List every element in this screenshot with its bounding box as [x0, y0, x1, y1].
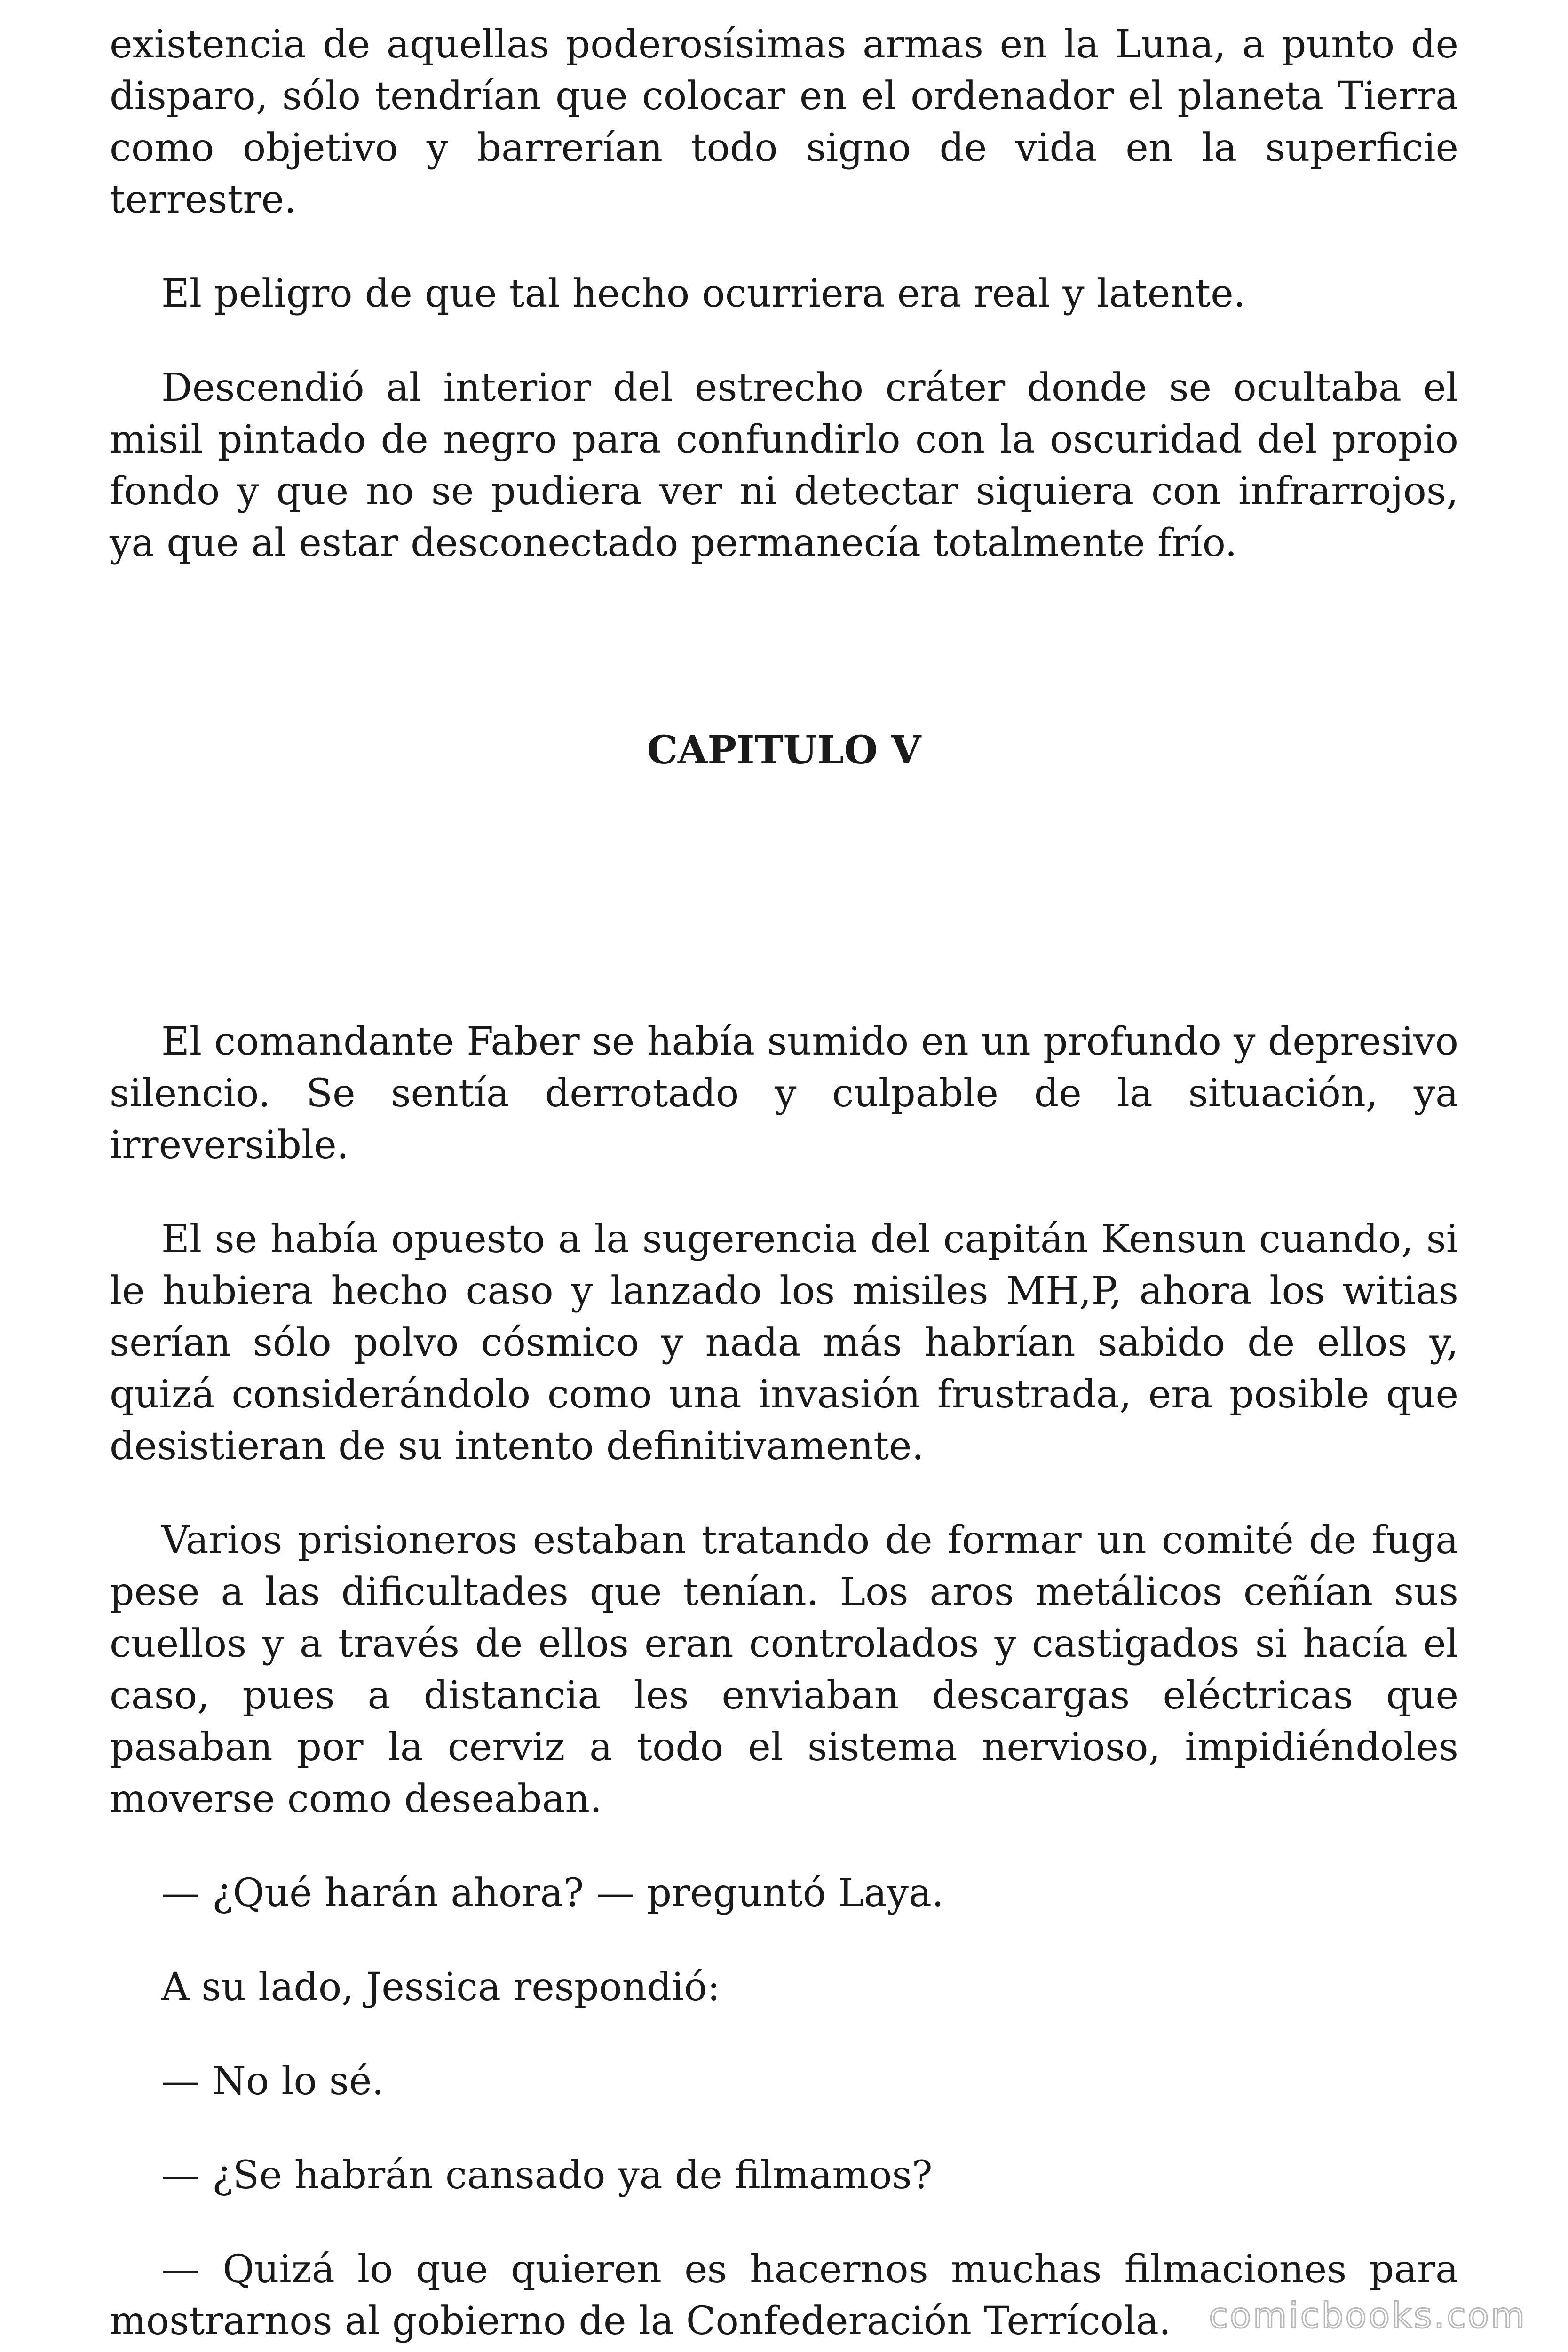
paragraph-continuation: existencia de aquellas poderosísimas armas en la Luna, a punto de disparo, sólo tendrían que colocar en el ordenador el planeta Tierra como objetivo y barrerían todo signo de vida en la superficie terrestre. [110, 22, 1458, 222]
paragraph: A su lado, Jessica respondió: [161, 1965, 721, 2010]
paragraph: Descendió al interior del estrecho cráter donde se ocultaba el misil pintado de negro para confundirlo con la oscuridad del propio fondo y que no se pudiera ver ni detectar siquiera con infrarrojos, ya que al estar desconectado permanecía totalmente frío. [110, 366, 1458, 565]
book-page [110, 19, 1458, 2347]
dialogue-line: — ¿Se habrán cansado ya de filmamos? [161, 2153, 933, 2198]
paragraph: El comandante Faber se había sumido en un profundo y depresivo silencio. Se sentía derrotado y culpable de la situación, ya irreversible. [110, 1019, 1458, 1168]
paragraph: Varios prisioneros estaban tratando de formar un comité de fuga pese a las dificultades que tenían. Los aros metálicos ceñían sus cuellos y a través de ellos eran controlados y castigados si hacía el caso, pues a distancia les enviaban descargas eléctricas que pasaban por la cerviz a todo el sistema nervioso, impidiéndoles moverse como deseaban. [110, 1518, 1458, 1821]
chapter-title: CAPITULO V [647, 728, 921, 773]
paragraph: El peligro de que tal hecho ocurriera era real y latente. [161, 271, 1246, 316]
watermark-logo: comicbooks.com [1209, 2296, 1527, 2336]
dialogue-line: — ¿Qué harán ahora? — preguntó Laya. [161, 1871, 944, 1915]
dialogue-line: — Quizá lo que quieren es hacernos muchas filmaciones para mostrarnos al gobierno de la Confederación Terrícola. [110, 2247, 1458, 2344]
paragraph: El se había opuesto a la sugerencia del capitán Kensun cuando, si le hubiera hecho caso y lanzado los misiles MH,P, ahora los witias serían sólo polvo cósmico y nada más habrían sabido de ellos y, quizá considerándolo como una invasión frustrada, era posible que desistieran de su intento definitivamente. [110, 1217, 1458, 1469]
dialogue-line: — No lo sé. [161, 2059, 384, 2104]
